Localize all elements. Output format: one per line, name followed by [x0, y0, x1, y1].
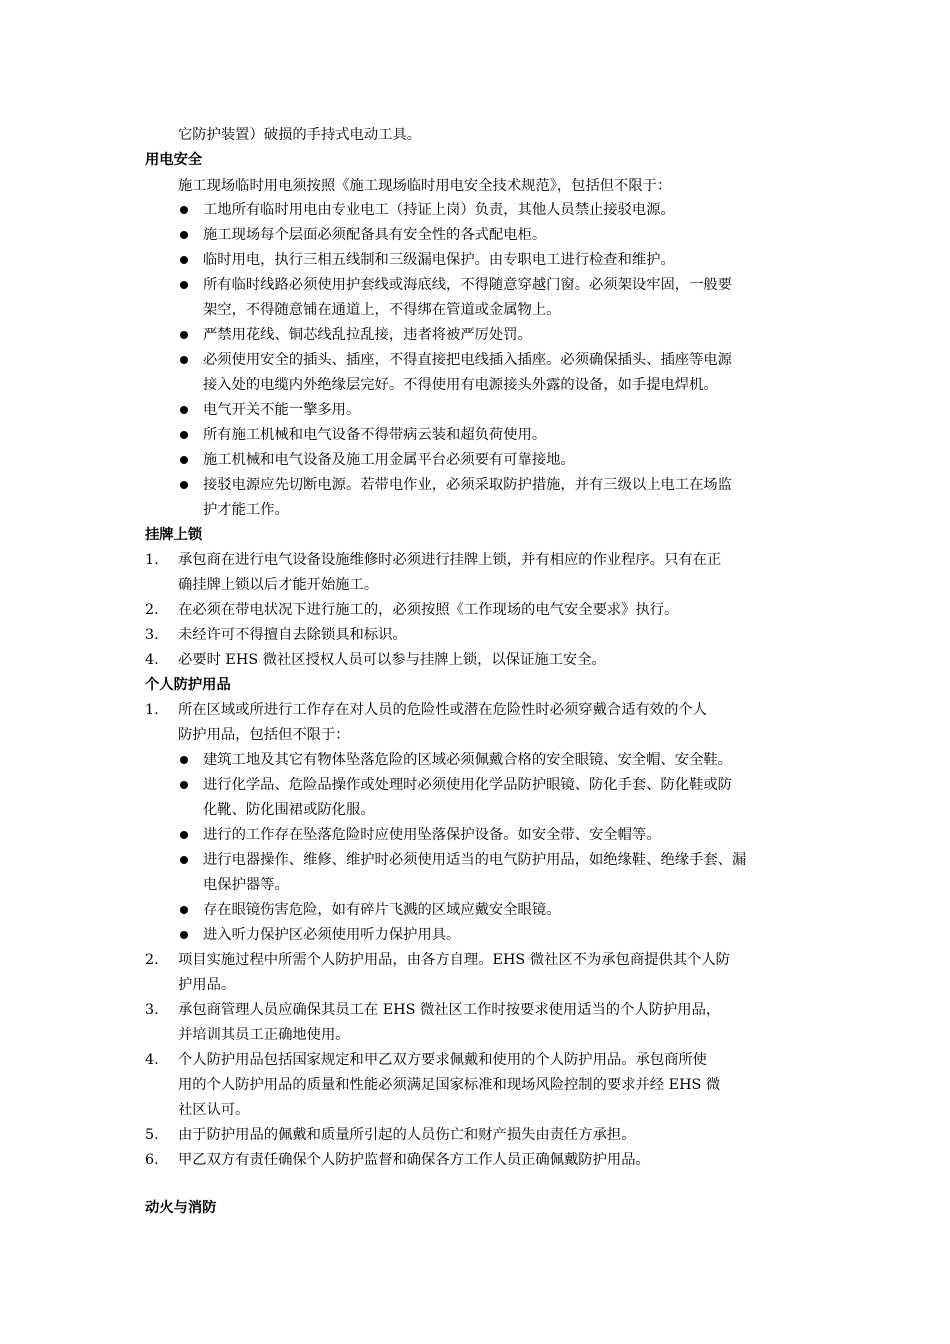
list-item-continuation: 并培训其员工正确地使用。	[178, 1027, 350, 1043]
bullet-icon	[180, 456, 188, 464]
list-item-continuation: 防护用品，包括但不限于：	[178, 727, 350, 743]
sub-list-item: 进行电器操作、维修、维护时必须使用适当的电气防护用品，如绝缘鞋、绝缘手套、漏	[203, 852, 747, 868]
list-item-continuation: 架空，不得随意铺在通道上，不得绑在管道或金属物上。	[203, 302, 561, 318]
list-item: 施工机械和电气设备及施工用金属平台必须要有可靠接地。	[203, 452, 575, 468]
list-item: 必要时 EHS 微社区授权人员可以参与挂牌上锁，以保证施工安全。	[178, 652, 606, 668]
bullet-icon	[180, 856, 188, 864]
sub-list-item: 进行化学品、危险品操作或处理时必须使用化学品防护眼镜、防化手套、防化鞋或防	[203, 777, 732, 793]
sub-list-item: 进入听力保护区必须使用听力保护用具。	[203, 927, 461, 943]
bullet-icon	[180, 481, 188, 489]
list-item: 施工现场每个层面必须配备具有安全性的各式配电柜。	[203, 227, 547, 243]
list-number: 4.	[145, 652, 159, 668]
bullet-icon	[180, 406, 188, 414]
bullet-icon	[180, 256, 188, 264]
list-item: 电气开关不能一擎多用。	[203, 402, 361, 418]
list-number: 1.	[145, 702, 159, 718]
bullet-icon	[180, 906, 188, 914]
list-number: 1.	[145, 552, 159, 568]
list-item: 由于防护用品的佩戴和质量所引起的人员伤亡和财产损失由责任方承担。	[178, 1127, 636, 1143]
list-item-continuation: 护才能工作。	[203, 502, 289, 518]
list-item-continuation: 用的个人防护用品的质量和性能必须满足国家标准和现场风险控制的要求并经 EHS 微	[178, 1077, 721, 1093]
list-item-continuation: 接入处的电缆内外绝缘层完好。不得使用有电源接头外露的设备，如手提电焊机。	[203, 377, 718, 393]
list-item: 甲乙双方有责任确保个人防护监督和确保各方工作人员正确佩戴防护用品。	[178, 1152, 650, 1168]
list-item: 工地所有临时用电由专业电工（持证上岗）负责，其他人员禁止接驳电源。	[203, 202, 675, 218]
list-item: 所有临时线路必须使用护套线或海底线，不得随意穿越门窗。必须架设牢固，一般要	[203, 277, 732, 293]
list-item: 所在区域或所进行工作存在对人员的危险性或潜在危险性时必须穿戴合适有效的个人	[178, 702, 707, 718]
list-number: 3.	[145, 1002, 159, 1018]
bullet-icon	[180, 356, 188, 364]
list-item: 临时用电，执行三相五线制和三级漏电保护。由专职电工进行检查和维护。	[203, 252, 675, 268]
list-item: 承包商管理人员应确保其员工在 EHS 微社区工作时按要求使用适当的个人防护用品，	[178, 1002, 721, 1018]
list-item: 严禁用花线、铜芯线乱拉乱接，违者将被严厉处罚。	[203, 327, 532, 343]
list-item-continuation: 确挂牌上锁以后才能开始施工。	[178, 577, 379, 593]
sub-list-item: 进行的工作存在坠落危险时应使用坠落保护设备。如安全带、安全帽等。	[203, 827, 661, 843]
section-heading-fire: 动火与消防	[145, 1200, 217, 1216]
section-heading-lockout: 挂牌上锁	[145, 527, 203, 543]
list-item-continuation: 社区认可。	[178, 1102, 250, 1118]
list-item: 必须使用安全的插头、插座，不得直接把电线插入插座。必须确保插头、插座等电源	[203, 352, 732, 368]
list-item: 接驳电源应先切断电源。若带电作业，必须采取防护措施，并有三级以上电工在场监	[203, 477, 732, 493]
list-number: 4.	[145, 1052, 159, 1068]
list-item-continuation: 护用品。	[178, 977, 236, 993]
bullet-icon	[180, 281, 188, 289]
list-item: 承包商在进行电气设备设施维修时必须进行挂牌上锁，并有相应的作业程序。只有在正	[178, 552, 722, 568]
sub-list-item-continuation: 电保护器等。	[203, 877, 289, 893]
bullet-icon	[180, 431, 188, 439]
list-item: 在必须在带电状况下进行施工的，必须按照《工作现场的电气安全要求》执行。	[178, 602, 679, 618]
list-item: 未经许可不得擅自去除锁具和标识。	[178, 627, 407, 643]
bullet-icon	[180, 931, 188, 939]
section-heading-ppe: 个人防护用品	[145, 677, 231, 693]
list-number: 3.	[145, 627, 159, 643]
bullet-icon	[180, 781, 188, 789]
bullet-icon	[180, 756, 188, 764]
list-item: 个人防护用品包括国家规定和甲乙双方要求佩戴和使用的个人防护用品。承包商所使	[178, 1052, 707, 1068]
bullet-icon	[180, 331, 188, 339]
list-item: 项目实施过程中所需个人防护用品，由各方自理。EHS 微社区不为承包商提供其个人防	[178, 952, 730, 968]
sub-list-item: 存在眼镜伤害危险，如有碎片飞溅的区域应戴安全眼镜。	[203, 902, 561, 918]
list-item: 所有施工机械和电气设备不得带病云装和超负荷使用。	[203, 427, 547, 443]
list-number: 2.	[145, 602, 159, 618]
continuation-line: 它防护装置）破损的手持式电动工具。	[178, 127, 422, 143]
section-heading-electrical: 用电安全	[145, 152, 203, 168]
list-number: 2.	[145, 952, 159, 968]
bullet-icon	[180, 231, 188, 239]
bullet-icon	[180, 831, 188, 839]
electrical-intro: 施工现场临时用电须按照《施工现场临时用电安全技术规范》，包括但不限于：	[178, 178, 672, 194]
list-number: 6.	[145, 1152, 159, 1168]
sub-list-item: 建筑工地及其它有物体坠落危险的区域必须佩戴合格的安全眼镜、安全帽、安全鞋。	[203, 752, 732, 768]
list-number: 5.	[145, 1127, 159, 1143]
sub-list-item-continuation: 化靴、防化围裙或防化服。	[203, 802, 375, 818]
bullet-icon	[180, 206, 188, 214]
